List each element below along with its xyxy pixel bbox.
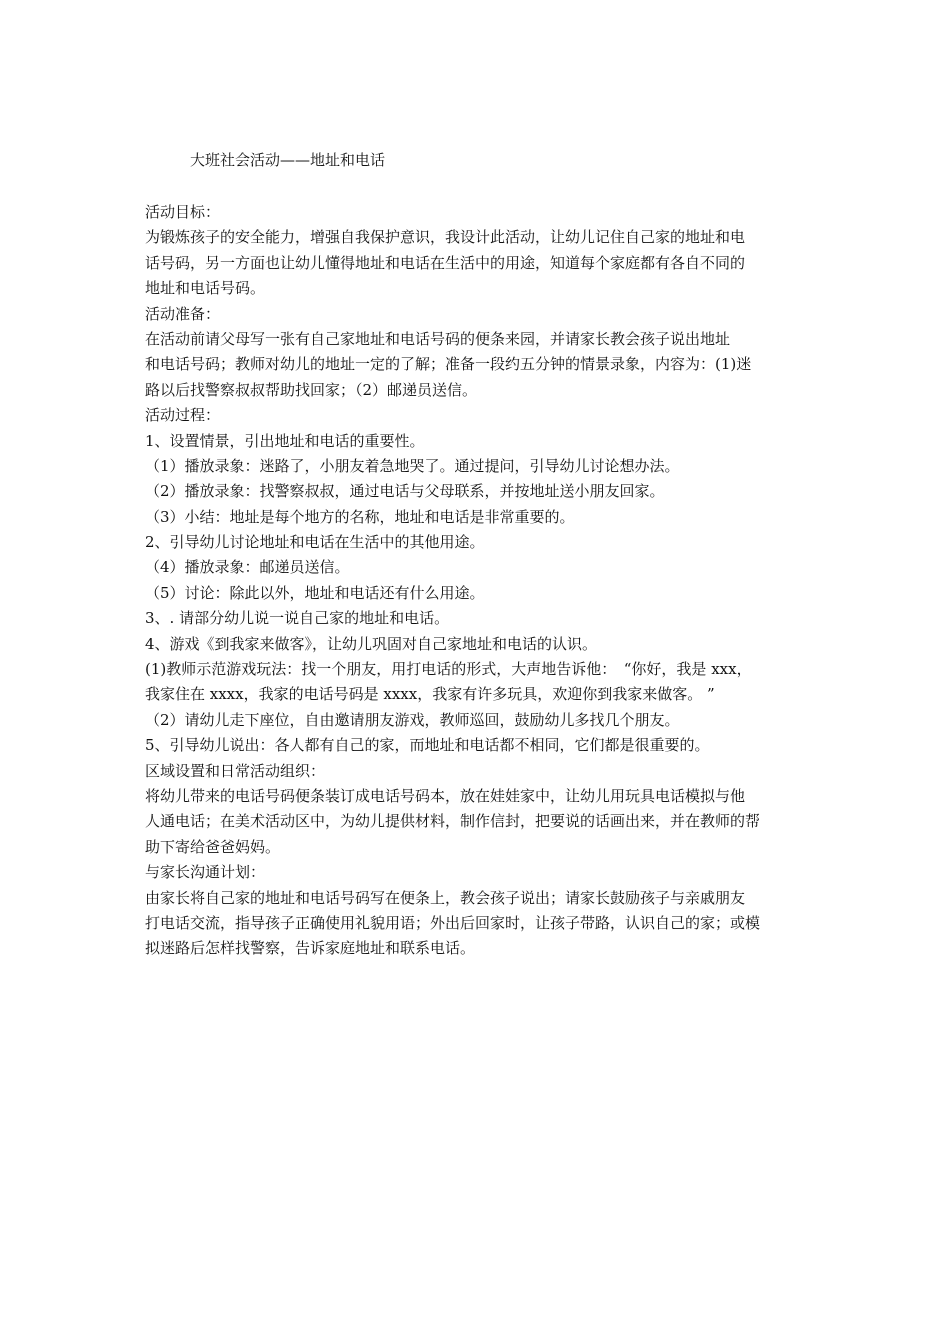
body-line: 在活动前请父母写一张有自己家地址和电话号码的便条来园，并请家长教会孩子说出地址: [145, 329, 731, 348]
body-line: 为锻炼孩子的安全能力，增强自我保护意识，我设计此活动，让幼儿记住自己家的地址和电: [145, 228, 746, 247]
body-line: (1)教师示范游戏玩法：找一个朋友，用打电话的形式，大声地告诉他： “你好，我是 xxx，: [145, 660, 752, 679]
body-line: （5）讨论：除此以外，地址和电话还有什么用途。: [145, 583, 485, 602]
body-line: （2）请幼儿走下座位，自由邀请朋友游戏，教师巡回，鼓励幼儿多找几个朋友。: [145, 710, 680, 729]
body-line: 活动过程：: [145, 406, 221, 425]
body-line: 1、设置情景，引出地址和电话的重要性。: [145, 431, 425, 450]
body-line: 活动准备：: [145, 304, 221, 323]
body-line: 由家长将自己家的地址和电话号码写在便条上，教会孩子说出；请家长鼓励孩子与亲戚朋友: [145, 888, 746, 907]
body-line: 和电话号码；教师对幼儿的地址一定的了解；准备一段约五分钟的情景录象，内容为：(1)迷: [145, 355, 752, 374]
body-line: 活动目标：: [145, 203, 221, 221]
body-line: （1）播放录象：迷路了，小朋友着急地哭了。通过提问，引导幼儿讨论想办法。: [145, 456, 680, 475]
body-line: 话号码，另一方面也让幼儿懂得地址和电话在生活中的用途，知道每个家庭都有各自不同的: [145, 253, 746, 272]
body-line: 地址和电话号码。: [145, 279, 266, 298]
document-title: 大班社会活动——地址和电话: [190, 151, 386, 169]
body-line: 路以后找警察叔叔帮助找回家；（2）邮递员送信。: [145, 380, 478, 399]
body-line: 区域设置和日常活动组织：: [145, 761, 326, 780]
body-line: 人通电话；在美术活动区中，为幼儿提供材料，制作信封，把要说的话画出来，并在教师的帮: [145, 812, 761, 831]
body-line: 3、. 请部分幼儿说一说自己家的地址和电话。: [145, 609, 450, 628]
body-line: 5、引导幼儿说出：各人都有自己的家，而地址和电话都不相同，它们都是很重要的。: [145, 736, 710, 755]
body-line: 与家长沟通计划：: [145, 863, 266, 882]
body-line: （2）播放录象：找警察叔叔，通过电话与父母联系，并按地址送小朋友回家。: [145, 482, 665, 501]
body-line: （3）小结：地址是每个地方的名称，地址和电话是非常重要的。: [145, 507, 575, 526]
document-body: [145, 200, 815, 962]
body-line: 4、游戏《到我家来做客》，让幼儿巩固对自己家地址和电话的认识。: [145, 634, 598, 653]
body-line: 拟迷路后怎样找警察，告诉家庭地址和联系电话。: [145, 939, 476, 958]
body-line: 我家住在 xxxx，我家的电话号码是 xxxx，我家有许多玩具，欢迎你到我家来做客。 ”: [145, 685, 715, 704]
body-line: 打电话交流，指导孩子正确使用礼貌用语；外出后回家时，让孩子带路，认识自己的家；或模: [145, 913, 761, 932]
body-line: 将幼儿带来的电话号码便条装订成电话号码本，放在娃娃家中，让幼儿用玩具电话模拟与他: [145, 786, 746, 805]
body-line: （4）播放录象：邮递员送信。: [145, 558, 350, 577]
body-line: 助下寄给爸爸妈妈。: [145, 837, 281, 856]
body-line: 2、引导幼儿讨论地址和电话在生活中的其他用途。: [145, 533, 485, 552]
